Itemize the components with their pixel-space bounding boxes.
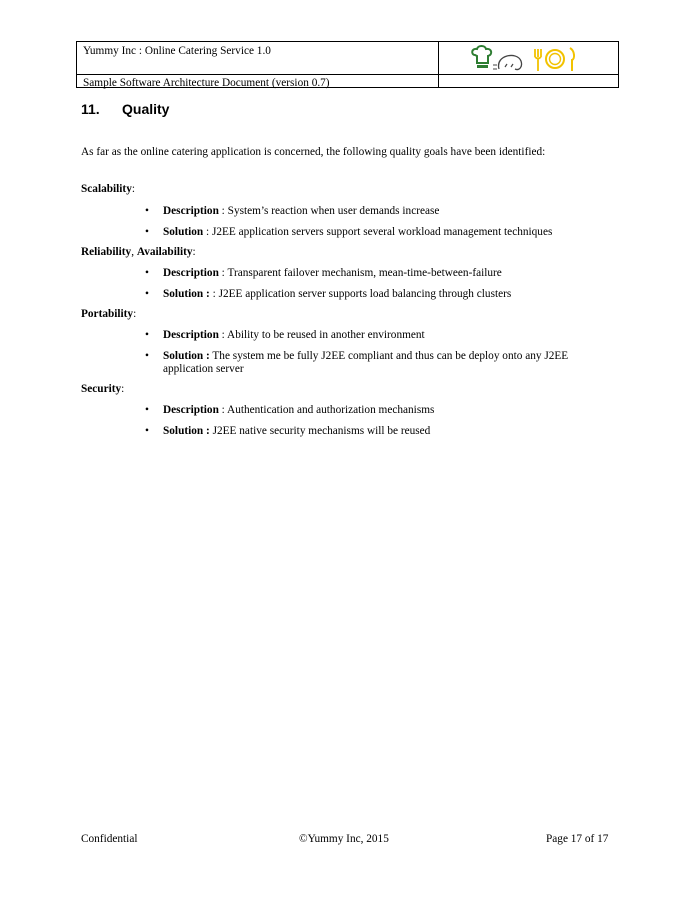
footer-copyright: ©Yummy Inc, 2015 (299, 833, 389, 845)
goal-list-security (145, 404, 575, 446)
goal-heading-scalability: Scalability: (81, 183, 135, 195)
bullet-icon: • (145, 205, 149, 217)
list-item: • Solution : J2EE native security mechanisms will be reused (145, 425, 431, 437)
footer-confidential: Confidential (81, 833, 138, 845)
bullet-icon: • (145, 425, 149, 437)
section-heading (81, 101, 169, 117)
goal-heading-security: Security: (81, 383, 125, 395)
section-number: 11. (81, 101, 100, 117)
header-horizontal-divider (77, 74, 618, 75)
goal-heading-portability: Portability: (81, 308, 137, 320)
bullet-icon: • (145, 267, 149, 279)
header-subtitle: Sample Software Architecture Document (version 0.7) (83, 77, 330, 89)
list-item: • Description : System’s reaction when user demands increase (145, 205, 440, 217)
intro-paragraph: As far as the online catering application is concerned, the following quality goals have been identified: (81, 146, 546, 158)
bullet-icon: • (145, 350, 149, 362)
document-header-table (76, 41, 619, 88)
bullet-icon: • (145, 226, 149, 238)
bullet-icon: • (145, 288, 149, 300)
catering-logo-icon (469, 45, 587, 73)
list-item: • Solution : J2EE application servers support several workload management techniques (145, 226, 553, 238)
bullet-icon: • (145, 329, 149, 341)
goal-heading-reliability-availability: Reliability, Availability: (81, 246, 196, 258)
goal-list-portability (145, 329, 575, 384)
list-item: • Description : Transparent failover mechanism, mean-time-between-failure (145, 267, 502, 279)
list-item: • Description : Authentication and authorization mechanisms (145, 404, 435, 416)
section-title: Quality (122, 101, 170, 117)
goal-list-reliability (145, 267, 575, 309)
header-title: Yummy Inc : Online Catering Service 1.0 (83, 45, 271, 57)
list-item: • Solution : The system me be fully J2EE compliant and thus can be deploy onto any J2EE application server (145, 350, 569, 375)
bullet-icon: • (145, 404, 149, 416)
goal-list-scalability (145, 205, 575, 247)
list-item: • Description : Ability to be reused in another environment (145, 329, 425, 341)
list-item: • Solution : : J2EE application server supports load balancing through clusters (145, 288, 512, 300)
header-vertical-divider (438, 42, 439, 87)
footer-page-number: Page 17 of 17 (546, 833, 609, 845)
